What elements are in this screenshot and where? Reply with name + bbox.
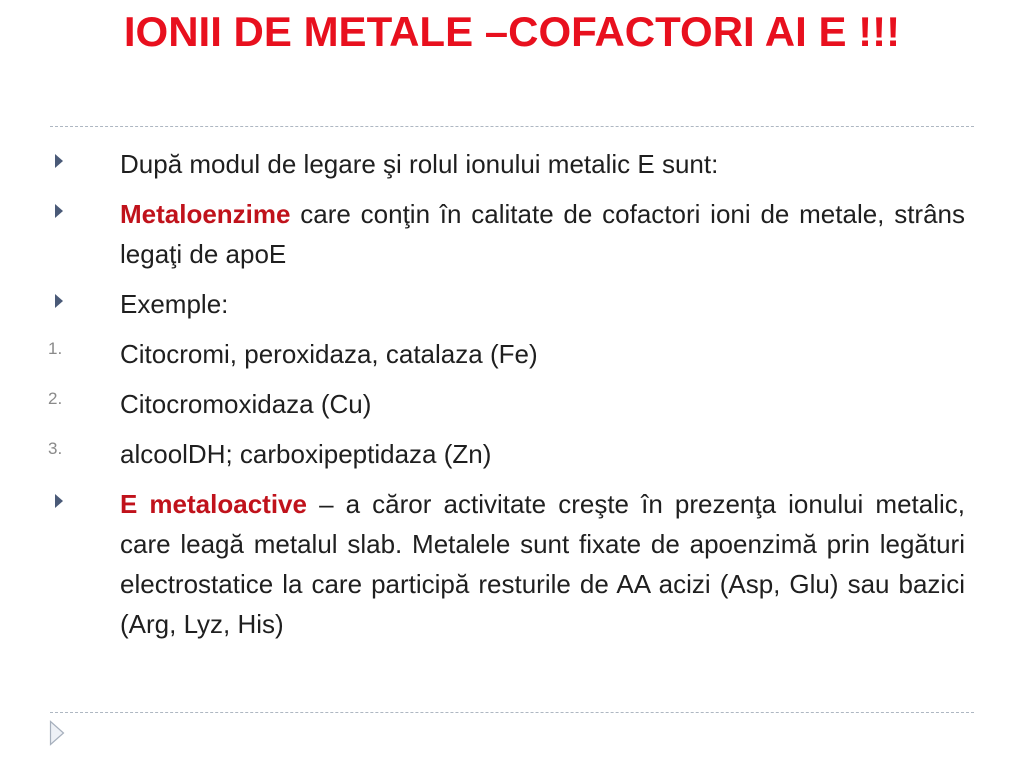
list-item (0, 194, 1024, 274)
item-number: 3. (48, 439, 63, 458)
slide-title: IONII DE METALE –COFACTORI AI E !!! (123, 8, 901, 55)
title-divider (50, 126, 974, 127)
triangle-bullet-icon (55, 484, 95, 524)
highlight-term: E metaloactive (120, 489, 307, 519)
play-arrow-icon[interactable] (49, 720, 65, 746)
triangle-bullet-icon (55, 194, 95, 234)
list-item-text: Citocromoxidaza (Cu) (120, 389, 372, 419)
item-number: 2. (48, 389, 63, 408)
list-item-text: alcoolDH; carboxipeptidaza (Zn) (120, 439, 492, 469)
highlight-term: Metaloenzime (120, 199, 291, 229)
list-item-text: Citocromi, peroxidaza, catalaza (Fe) (120, 339, 538, 369)
triangle-bullet-icon (55, 144, 95, 184)
list-item-text: Metaloenzime care conţin în calitate de cofactori ioni de metale, strâns legaţi de apoE (120, 199, 965, 269)
numbered-item (0, 334, 1024, 374)
list-item (0, 484, 1024, 644)
numbered-item (0, 384, 1024, 424)
slide-content (0, 144, 1024, 654)
list-item (0, 284, 1024, 324)
item-number: 1. (48, 339, 63, 358)
list-item-text: Exemple: (120, 289, 229, 319)
list-item-text: După modul de legare şi rolul ionului metalic E sunt: (120, 149, 719, 179)
list-item-text: E metaloactive – a căror activitate creşte în prezenţa ionului metalic, care leagă metalul slab. Metalele sunt fixate de apoenzimă prin legături electrostatice la care participă resturile de AA acizi (Asp, Glu) sau bazici (Arg, Lyz, His) (120, 489, 966, 639)
numbered-item (0, 434, 1024, 474)
list-item (0, 144, 1024, 184)
footer-divider (50, 712, 974, 713)
triangle-bullet-icon (55, 284, 95, 324)
